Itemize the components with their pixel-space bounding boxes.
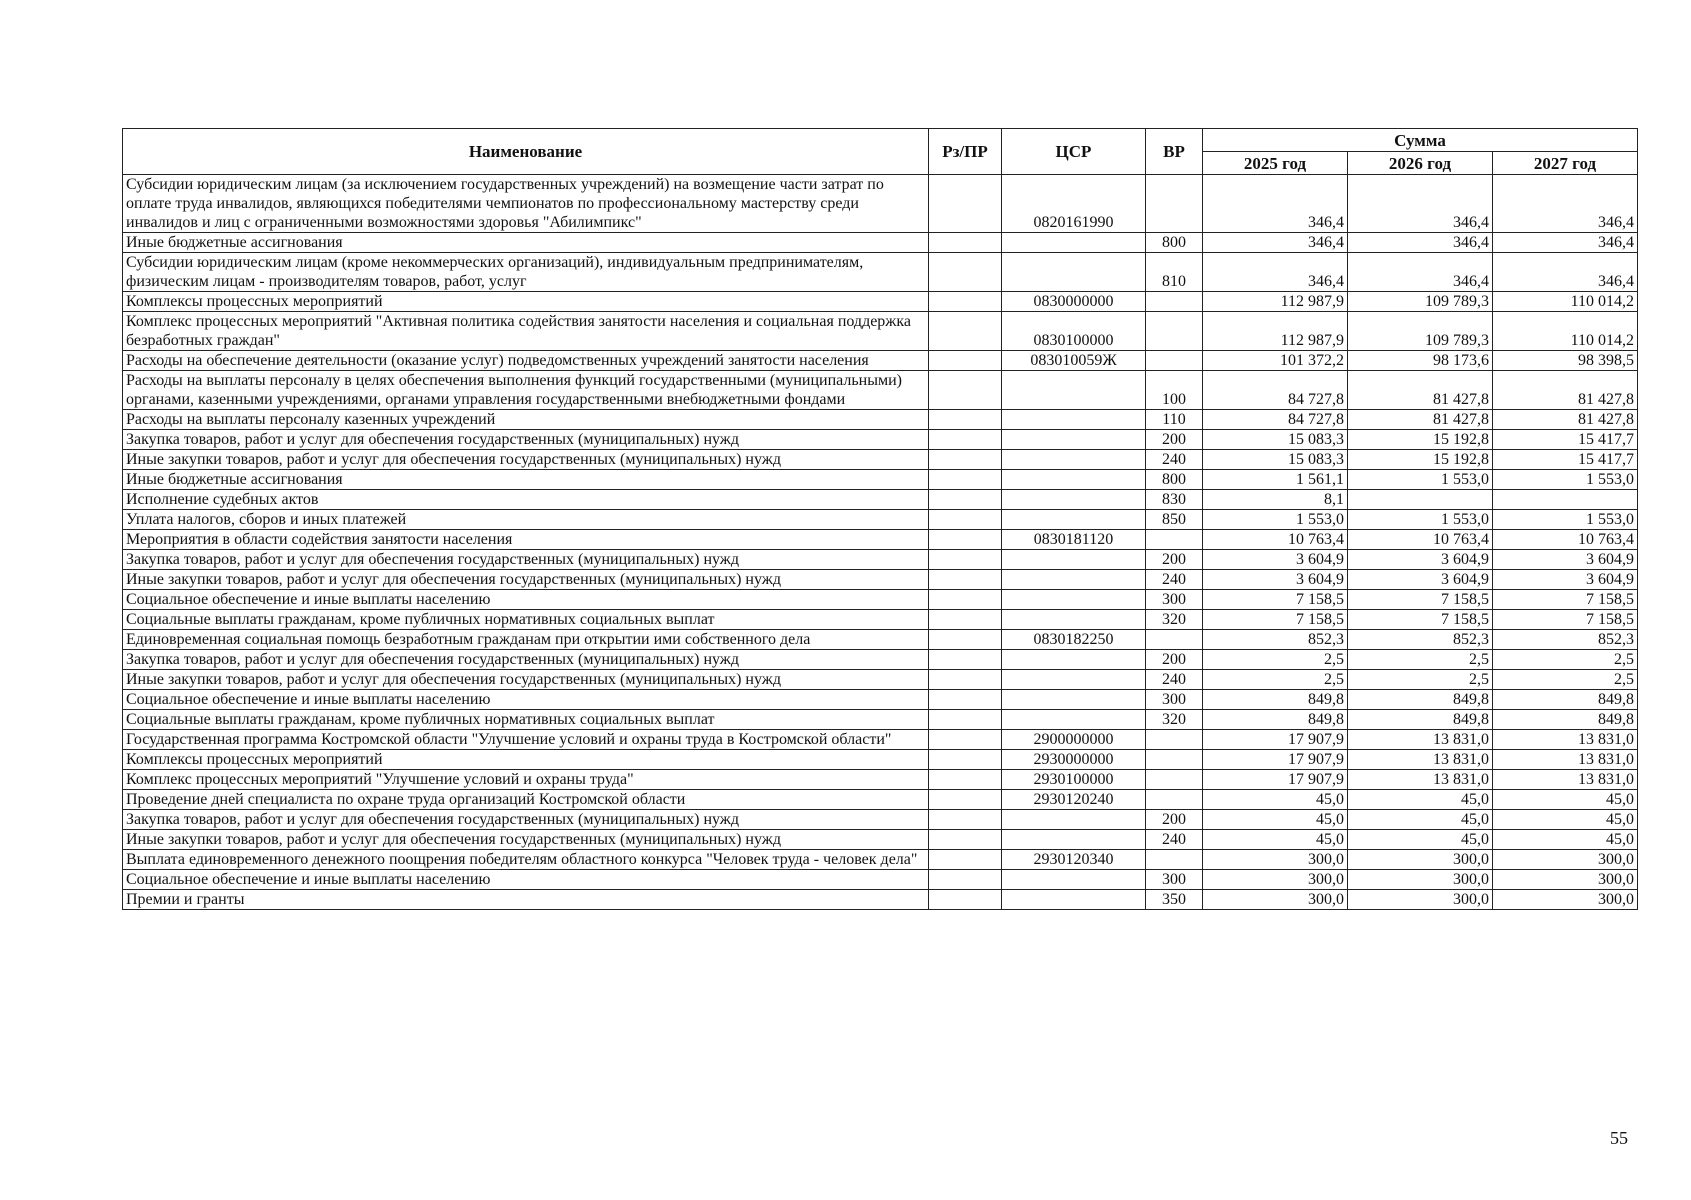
cell-2027: 13 831,0 [1493, 730, 1638, 750]
cell-2025: 2,5 [1203, 650, 1348, 670]
cell-2027: 346,4 [1493, 233, 1638, 253]
cell-2026: 45,0 [1348, 810, 1493, 830]
cell-vr: 810 [1146, 253, 1203, 292]
cell-2027: 2,5 [1493, 670, 1638, 690]
page-number: 55 [1610, 1128, 1628, 1148]
cell-vr: 300 [1146, 590, 1203, 610]
cell-2026: 10 763,4 [1348, 530, 1493, 550]
cell-2027: 110 014,2 [1493, 312, 1638, 351]
cell-2025: 7 158,5 [1203, 590, 1348, 610]
cell-csr [1002, 371, 1146, 410]
table-row [123, 175, 1638, 233]
cell-rzpr [929, 570, 1002, 590]
cell-vr: 350 [1146, 890, 1203, 910]
cell-name: Закупка товаров, работ и услуг для обеспечения государственных (муниципальных) нужд [123, 650, 929, 670]
cell-vr: 240 [1146, 450, 1203, 470]
table-row [123, 410, 1638, 430]
cell-rzpr [929, 690, 1002, 710]
header-sum: Сумма [1203, 129, 1638, 152]
cell-csr: 2930100000 [1002, 770, 1146, 790]
cell-name: Социальное обеспечение и иные выплаты населению [123, 870, 929, 890]
header-year-2025: 2025 год [1203, 152, 1348, 175]
cell-2027: 15 417,7 [1493, 430, 1638, 450]
header-vr: ВР [1146, 129, 1203, 175]
cell-name: Расходы на выплаты персоналу в целях обеспечения выполнения функций государственными (муниципальными) органами, казенными учреждениями, органами управления государственными внебюджетными фондами [123, 371, 929, 410]
cell-vr: 200 [1146, 550, 1203, 570]
cell-2026: 852,3 [1348, 630, 1493, 650]
cell-2026: 300,0 [1348, 850, 1493, 870]
cell-csr [1002, 810, 1146, 830]
cell-vr: 800 [1146, 233, 1203, 253]
cell-rzpr [929, 730, 1002, 750]
cell-2025: 101 372,2 [1203, 351, 1348, 371]
cell-2025: 45,0 [1203, 790, 1348, 810]
cell-2025: 849,8 [1203, 690, 1348, 710]
cell-name: Комплексы процессных мероприятий [123, 750, 929, 770]
cell-name: Комплекс процессных мероприятий "Активная политика содействия занятости населения и социальная поддержка безработных граждан" [123, 312, 929, 351]
cell-csr [1002, 410, 1146, 430]
cell-2027: 852,3 [1493, 630, 1638, 650]
cell-rzpr [929, 810, 1002, 830]
table-row [123, 870, 1638, 890]
cell-csr [1002, 490, 1146, 510]
cell-2027: 346,4 [1493, 253, 1638, 292]
cell-name: Расходы на выплаты персоналу казенных учреждений [123, 410, 929, 430]
cell-rzpr [929, 175, 1002, 233]
cell-csr [1002, 233, 1146, 253]
header-name: Наименование [123, 129, 929, 175]
header-year-2027: 2027 год [1493, 152, 1638, 175]
table-row [123, 590, 1638, 610]
cell-2025: 15 083,3 [1203, 450, 1348, 470]
cell-vr: 800 [1146, 470, 1203, 490]
cell-2027: 7 158,5 [1493, 590, 1638, 610]
cell-2027: 849,8 [1493, 710, 1638, 730]
cell-name: Иные закупки товаров, работ и услуг для обеспечения государственных (муниципальных) нужд [123, 450, 929, 470]
cell-name: Государственная программа Костромской области "Улучшение условий и охраны труда в Костромской области" [123, 730, 929, 750]
table-row [123, 630, 1638, 650]
cell-2026: 346,4 [1348, 233, 1493, 253]
cell-2026: 346,4 [1348, 253, 1493, 292]
cell-vr [1146, 351, 1203, 371]
cell-2026: 849,8 [1348, 710, 1493, 730]
cell-name: Комплексы процессных мероприятий [123, 292, 929, 312]
cell-name: Иные закупки товаров, работ и услуг для обеспечения государственных (муниципальных) нужд [123, 830, 929, 850]
cell-rzpr [929, 850, 1002, 870]
cell-2027: 10 763,4 [1493, 530, 1638, 550]
cell-rzpr [929, 292, 1002, 312]
cell-csr [1002, 710, 1146, 730]
cell-csr [1002, 470, 1146, 490]
cell-name: Социальное обеспечение и иные выплаты населению [123, 690, 929, 710]
cell-2025: 17 907,9 [1203, 730, 1348, 750]
cell-2026: 1 553,0 [1348, 510, 1493, 530]
cell-vr: 200 [1146, 810, 1203, 830]
table-row [123, 233, 1638, 253]
cell-rzpr [929, 312, 1002, 351]
cell-rzpr [929, 830, 1002, 850]
cell-name: Субсидии юридическим лицам (кроме некоммерческих организаций), индивидуальным предпринимателям, физическим лицам - производителям товаров, работ, услуг [123, 253, 929, 292]
cell-rzpr [929, 890, 1002, 910]
cell-rzpr [929, 630, 1002, 650]
cell-csr: 2930120240 [1002, 790, 1146, 810]
cell-2027: 81 427,8 [1493, 410, 1638, 430]
cell-vr: 850 [1146, 510, 1203, 530]
cell-csr [1002, 870, 1146, 890]
cell-vr [1146, 750, 1203, 770]
cell-vr [1146, 850, 1203, 870]
cell-2025: 17 907,9 [1203, 750, 1348, 770]
table-row [123, 670, 1638, 690]
table-body [123, 175, 1638, 910]
table-row [123, 470, 1638, 490]
cell-2026: 45,0 [1348, 830, 1493, 850]
cell-2026: 3 604,9 [1348, 550, 1493, 570]
cell-rzpr [929, 470, 1002, 490]
cell-2025: 3 604,9 [1203, 550, 1348, 570]
cell-rzpr [929, 450, 1002, 470]
cell-name: Социальное обеспечение и иные выплаты населению [123, 590, 929, 610]
table-row [123, 292, 1638, 312]
cell-2027: 98 398,5 [1493, 351, 1638, 371]
cell-rzpr [929, 430, 1002, 450]
header-row-top [123, 129, 1638, 152]
cell-rzpr [929, 870, 1002, 890]
cell-csr [1002, 570, 1146, 590]
cell-2025: 10 763,4 [1203, 530, 1348, 550]
table-row [123, 730, 1638, 750]
cell-vr: 830 [1146, 490, 1203, 510]
cell-2025: 346,4 [1203, 233, 1348, 253]
cell-name: Иные закупки товаров, работ и услуг для обеспечения государственных (муниципальных) нужд [123, 670, 929, 690]
cell-2026: 45,0 [1348, 790, 1493, 810]
cell-2026: 849,8 [1348, 690, 1493, 710]
cell-2026: 300,0 [1348, 870, 1493, 890]
table-row [123, 312, 1638, 351]
table-row [123, 650, 1638, 670]
cell-2026: 81 427,8 [1348, 410, 1493, 430]
cell-2026: 3 604,9 [1348, 570, 1493, 590]
cell-vr: 240 [1146, 830, 1203, 850]
cell-2027: 1 553,0 [1493, 470, 1638, 490]
cell-csr: 083010059Ж [1002, 351, 1146, 371]
cell-csr: 2930000000 [1002, 750, 1146, 770]
cell-2026: 81 427,8 [1348, 371, 1493, 410]
cell-2025: 300,0 [1203, 870, 1348, 890]
cell-csr [1002, 670, 1146, 690]
cell-vr [1146, 175, 1203, 233]
cell-2025: 112 987,9 [1203, 312, 1348, 351]
cell-2027: 15 417,7 [1493, 450, 1638, 470]
cell-vr [1146, 630, 1203, 650]
cell-name: Уплата налогов, сборов и иных платежей [123, 510, 929, 530]
cell-csr [1002, 430, 1146, 450]
cell-2025: 300,0 [1203, 890, 1348, 910]
cell-name: Премии и гранты [123, 890, 929, 910]
cell-csr [1002, 610, 1146, 630]
cell-2026: 109 789,3 [1348, 312, 1493, 351]
cell-name: Иные бюджетные ассигнования [123, 470, 929, 490]
cell-2025: 346,4 [1203, 175, 1348, 233]
table-row [123, 790, 1638, 810]
cell-rzpr [929, 650, 1002, 670]
cell-2026: 109 789,3 [1348, 292, 1493, 312]
cell-2025: 45,0 [1203, 810, 1348, 830]
table-row [123, 890, 1638, 910]
cell-vr: 240 [1146, 570, 1203, 590]
cell-2025: 7 158,5 [1203, 610, 1348, 630]
cell-2025: 84 727,8 [1203, 410, 1348, 430]
cell-2027: 849,8 [1493, 690, 1638, 710]
cell-2025: 112 987,9 [1203, 292, 1348, 312]
cell-2027: 110 014,2 [1493, 292, 1638, 312]
cell-rzpr [929, 610, 1002, 630]
cell-rzpr [929, 510, 1002, 530]
cell-2026: 2,5 [1348, 650, 1493, 670]
cell-csr [1002, 550, 1146, 570]
cell-vr [1146, 312, 1203, 351]
cell-csr [1002, 690, 1146, 710]
cell-2025: 2,5 [1203, 670, 1348, 690]
cell-name: Закупка товаров, работ и услуг для обеспечения государственных (муниципальных) нужд [123, 430, 929, 450]
cell-2027: 81 427,8 [1493, 371, 1638, 410]
cell-2027 [1493, 490, 1638, 510]
cell-2027: 45,0 [1493, 790, 1638, 810]
cell-2026: 98 173,6 [1348, 351, 1493, 371]
cell-csr: 0830182250 [1002, 630, 1146, 650]
cell-2027: 300,0 [1493, 890, 1638, 910]
cell-name: Иные бюджетные ассигнования [123, 233, 929, 253]
cell-2027: 45,0 [1493, 830, 1638, 850]
cell-name: Мероприятия в области содействия занятости населения [123, 530, 929, 550]
cell-2026: 13 831,0 [1348, 750, 1493, 770]
cell-rzpr [929, 530, 1002, 550]
cell-2027: 2,5 [1493, 650, 1638, 670]
header-year-2026: 2026 год [1348, 152, 1493, 175]
cell-rzpr [929, 770, 1002, 790]
table-row [123, 490, 1638, 510]
cell-2027: 300,0 [1493, 850, 1638, 870]
cell-2025: 849,8 [1203, 710, 1348, 730]
cell-vr: 200 [1146, 430, 1203, 450]
cell-csr [1002, 253, 1146, 292]
cell-2027: 3 604,9 [1493, 570, 1638, 590]
cell-2027: 7 158,5 [1493, 610, 1638, 630]
cell-2025: 17 907,9 [1203, 770, 1348, 790]
cell-rzpr [929, 590, 1002, 610]
cell-vr: 110 [1146, 410, 1203, 430]
cell-name: Социальные выплаты гражданам, кроме публичных нормативных социальных выплат [123, 710, 929, 730]
cell-csr [1002, 450, 1146, 470]
cell-2026 [1348, 490, 1493, 510]
table-row [123, 770, 1638, 790]
cell-csr [1002, 650, 1146, 670]
cell-rzpr [929, 410, 1002, 430]
table-row [123, 253, 1638, 292]
cell-vr [1146, 730, 1203, 750]
cell-rzpr [929, 233, 1002, 253]
cell-name: Социальные выплаты гражданам, кроме публичных нормативных социальных выплат [123, 610, 929, 630]
cell-csr: 0830000000 [1002, 292, 1146, 312]
cell-2025: 300,0 [1203, 850, 1348, 870]
cell-2026: 346,4 [1348, 175, 1493, 233]
table-row [123, 430, 1638, 450]
table-row [123, 690, 1638, 710]
cell-vr: 200 [1146, 650, 1203, 670]
cell-name: Закупка товаров, работ и услуг для обеспечения государственных (муниципальных) нужд [123, 550, 929, 570]
cell-rzpr [929, 710, 1002, 730]
cell-2027: 1 553,0 [1493, 510, 1638, 530]
budget-table [122, 128, 1638, 910]
table-row [123, 550, 1638, 570]
cell-2025: 8,1 [1203, 490, 1348, 510]
cell-2025: 45,0 [1203, 830, 1348, 850]
cell-name: Исполнение судебных актов [123, 490, 929, 510]
cell-vr [1146, 790, 1203, 810]
cell-2027: 300,0 [1493, 870, 1638, 890]
cell-vr: 300 [1146, 690, 1203, 710]
cell-2025: 852,3 [1203, 630, 1348, 650]
table-row [123, 610, 1638, 630]
cell-2025: 3 604,9 [1203, 570, 1348, 590]
cell-csr: 0830181120 [1002, 530, 1146, 550]
cell-2026: 7 158,5 [1348, 610, 1493, 630]
cell-vr: 100 [1146, 371, 1203, 410]
cell-csr [1002, 510, 1146, 530]
cell-name: Проведение дней специалиста по охране труда организаций Костромской области [123, 790, 929, 810]
cell-name: Комплекс процессных мероприятий "Улучшение условий и охраны труда" [123, 770, 929, 790]
table-row [123, 570, 1638, 590]
cell-rzpr [929, 670, 1002, 690]
cell-2026: 13 831,0 [1348, 730, 1493, 750]
cell-csr: 2900000000 [1002, 730, 1146, 750]
cell-name: Расходы на обеспечение деятельности (оказание услуг) подведомственных учреждений занятости населения [123, 351, 929, 371]
table-row [123, 510, 1638, 530]
cell-vr [1146, 530, 1203, 550]
cell-2025: 1 561,1 [1203, 470, 1348, 490]
cell-vr: 300 [1146, 870, 1203, 890]
cell-2026: 1 553,0 [1348, 470, 1493, 490]
cell-2026: 15 192,8 [1348, 430, 1493, 450]
cell-2025: 346,4 [1203, 253, 1348, 292]
cell-2026: 2,5 [1348, 670, 1493, 690]
table-row [123, 450, 1638, 470]
cell-vr: 320 [1146, 610, 1203, 630]
cell-vr [1146, 770, 1203, 790]
header-rzpr: Рз/ПР [929, 129, 1002, 175]
cell-vr: 240 [1146, 670, 1203, 690]
table-row [123, 850, 1638, 870]
cell-2027: 3 604,9 [1493, 550, 1638, 570]
header-csr: ЦСР [1002, 129, 1146, 175]
cell-2026: 7 158,5 [1348, 590, 1493, 610]
cell-csr: 0830100000 [1002, 312, 1146, 351]
cell-2027: 13 831,0 [1493, 770, 1638, 790]
cell-vr: 320 [1146, 710, 1203, 730]
cell-vr [1146, 292, 1203, 312]
cell-rzpr [929, 351, 1002, 371]
cell-2027: 346,4 [1493, 175, 1638, 233]
cell-2025: 84 727,8 [1203, 371, 1348, 410]
cell-csr [1002, 890, 1146, 910]
cell-2025: 1 553,0 [1203, 510, 1348, 530]
cell-name: Выплата единовременного денежного поощрения победителям областного конкурса "Человек труда - человек дела" [123, 850, 929, 870]
cell-rzpr [929, 490, 1002, 510]
cell-2026: 13 831,0 [1348, 770, 1493, 790]
cell-csr [1002, 830, 1146, 850]
cell-2026: 300,0 [1348, 890, 1493, 910]
cell-name: Иные закупки товаров, работ и услуг для обеспечения государственных (муниципальных) нужд [123, 570, 929, 590]
cell-name: Закупка товаров, работ и услуг для обеспечения государственных (муниципальных) нужд [123, 810, 929, 830]
cell-rzpr [929, 253, 1002, 292]
cell-rzpr [929, 750, 1002, 770]
table-row [123, 530, 1638, 550]
cell-rzpr [929, 371, 1002, 410]
table-row [123, 710, 1638, 730]
cell-2026: 15 192,8 [1348, 450, 1493, 470]
cell-name: Субсидии юридическим лицам (за исключением государственных учреждений) на возмещение части затрат по оплате труда инвалидов, являющихся победителями чемпионатов по профессиональному мастерству среди инвалидов и лиц с ограниченными возможностями здоровья "Абилимпикс" [123, 175, 929, 233]
table-row [123, 750, 1638, 770]
cell-name: Единовременная социальная помощь безработным гражданам при открытии ими собственного дела [123, 630, 929, 650]
table-row [123, 371, 1638, 410]
cell-2025: 15 083,3 [1203, 430, 1348, 450]
cell-csr: 2930120340 [1002, 850, 1146, 870]
table-row [123, 810, 1638, 830]
cell-csr: 0820161990 [1002, 175, 1146, 233]
cell-2027: 45,0 [1493, 810, 1638, 830]
cell-rzpr [929, 790, 1002, 810]
table-row [123, 351, 1638, 371]
cell-2027: 13 831,0 [1493, 750, 1638, 770]
table-row [123, 830, 1638, 850]
cell-rzpr [929, 550, 1002, 570]
cell-csr [1002, 590, 1146, 610]
